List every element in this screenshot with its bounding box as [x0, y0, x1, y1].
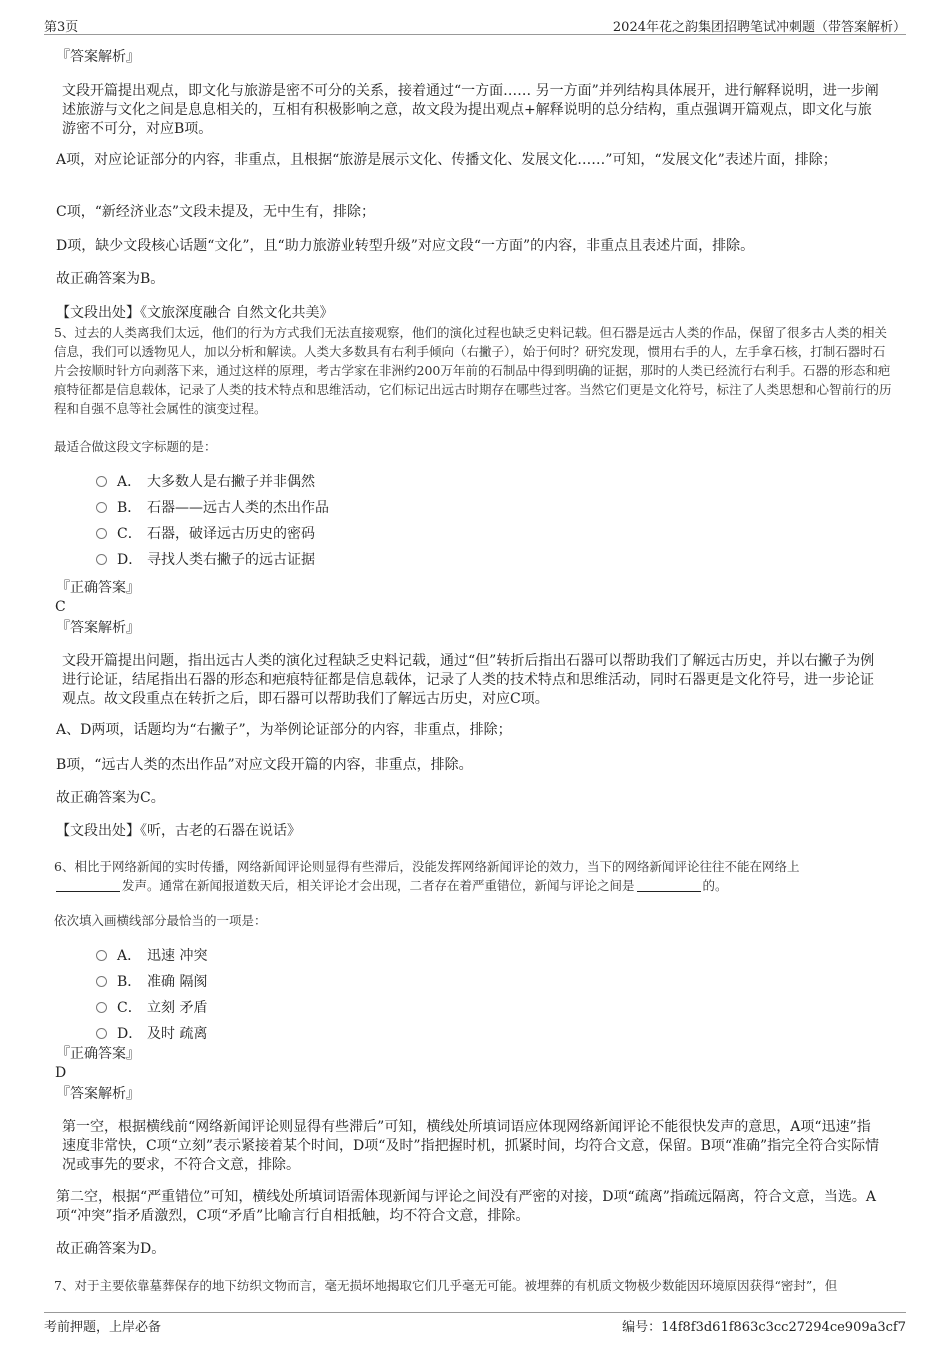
q6-answer: D: [55, 1065, 67, 1081]
q5-option-d[interactable]: D． 寻找人类右撇子的远古证据: [96, 551, 315, 571]
q7-stem: 7、对于主要依靠墓葬保存的地下纺织文物而言，毫无损坏地揭取它们几乎毫无可能。被埋葬的有机质文物极少数能因环境原因获得“密封”，但: [54, 1278, 838, 1293]
fill-blank-1: [56, 879, 120, 892]
q4-analysis-para1: 文段开篇提出观点，即文化与旅游是密不可分的关系，接着通过“一方面…… 另一方面”并列结构具体展开，进行解释说明，进一步阐述旅游与文化之间是息息相关的，互相有积极影响之意，故文段为提出观点+解释说明的总分结构，重点强调开篇观点，即文化与旅游密不可分，对应B项。: [62, 83, 879, 137]
fill-blank-2: [637, 879, 701, 892]
q6-option-d[interactable]: D． 及时 疏离: [96, 1025, 207, 1045]
q5-option-c[interactable]: C． 石器，破译远古历史的密码: [96, 525, 315, 545]
q6-option-c[interactable]: C． 立刻 矛盾: [96, 999, 207, 1019]
q5-analysis-para2: A、D两项，话题均为“右撇子”，为举例论证部分的内容，非重点，排除；: [56, 722, 512, 738]
radio-button-icon[interactable]: [96, 528, 107, 539]
q6-question: 依次填入画横线部分最恰当的一项是：: [54, 913, 267, 928]
page-footer: [44, 1312, 906, 1333]
q4-analysis-conclusion: 故正确答案为B。: [56, 271, 165, 287]
q5-stem: 5、过去的人类离我们太远，他们的行为方式我们无法直接观察，他们的演化过程也缺乏史料记载。但石器是远古人类的作品，保留了很多古人类的相关信息，我们可以透物见人，加以分析和解读。人类大多数具有右利手倾向（右撇子），始于何时？研究发现，惯用右手的人，左手拿石核，打制石器时石片会按顺时针方向剥落下来，通过这样的原理，考古学家在非洲约200万年前的石制品中得到明确的证据，那时的人类已经流行右利手。石器的形态和疤痕特征都是信息载体，记录了人类的技术特点和思维活动，它们标记出远古时期存在哪些过客。当然它们更是文化符号，标注了人类思想和心智前行的历程和自强不息等社会属性的演变过程。: [54, 325, 892, 416]
q5-option-a[interactable]: A． 大多数人是右撇子并非偶然: [96, 473, 315, 493]
q5-answer-label: 『正确答案』: [56, 580, 140, 596]
q5-analysis-para3: B项，“远古人类的杰出作品”对应文段开篇的内容，非重点，排除。: [56, 757, 473, 773]
document-code: 编号：14f8f3d61f863c3cc27294ce909a3cf7: [622, 1320, 906, 1335]
radio-button-icon[interactable]: [96, 976, 107, 987]
q4-analysis-para4: D项，缺少文段核心话题“文化”，且“助力旅游业转型升级”对应文段“一方面”的内容，非重点且表述片面，排除。: [56, 238, 755, 254]
q5-answer: C: [55, 599, 66, 615]
footer-slogan: 考前押题，上岸必备: [44, 1320, 162, 1335]
q6-analysis-para1: 第一空，根据横线前“网络新闻评论则显得有些滞后”可知，横线处所填词语应体现网络新闻评论不能很快发声的意思，A项“迅速”指速度非常快，C项“立刻”表示紧接着某个时间，D项“及时”指把握时机，抓紧时间，均符合文意，保留。B项“准确”指完全符合实际情况或事先的要求，不符合文意，排除。: [62, 1119, 880, 1173]
q5-analysis-conclusion: 故正确答案为C。: [56, 790, 165, 806]
radio-button-icon[interactable]: [96, 502, 107, 513]
document-title: 2024年花之韵集团招聘笔试冲刺题（带答案解析）: [612, 20, 906, 35]
radio-button-icon[interactable]: [96, 476, 107, 487]
q5-analysis-label: 『答案解析』: [56, 620, 140, 636]
q5-question: 最适合做这段文字标题的是：: [54, 439, 217, 454]
radio-button-icon[interactable]: [96, 1002, 107, 1013]
q4-analysis-para2: A项，对应论证部分的内容，非重点，且根据“旅游是展示文化、传播文化、发展文化……”可知，“发展文化”表述片面，排除；: [56, 152, 837, 168]
page-number: 第3页: [44, 20, 79, 35]
radio-button-icon[interactable]: [96, 1028, 107, 1039]
q6-option-b[interactable]: B． 准确 隔阂: [96, 973, 207, 993]
q4-analysis-para3: C项，“新经济业态”文段未提及，无中生有，排除；: [56, 204, 376, 220]
q4-source: 【文段出处】《文旅深度融合 自然文化共美》: [56, 305, 334, 321]
q6-answer-label: 『正确答案』: [56, 1046, 140, 1062]
q6-analysis-para2: 第二空，根据“严重错位”可知，横线处所填词语需体现新闻与评论之间没有严密的对接，D项“疏离”指疏远隔离，符合文意，当选。A项“冲突”指矛盾激烈，C项“矛盾”比喻言行自相抵触，均不符合文意，排除。: [56, 1189, 876, 1224]
q5-option-b[interactable]: B． 石器——远古人类的杰出作品: [96, 499, 329, 519]
q6-analysis-conclusion: 故正确答案为D。: [56, 1241, 166, 1257]
page-header: [44, 14, 906, 35]
q5-analysis-para1: 文段开篇提出问题，指出远古人类的演化过程缺乏史料记载，通过“但”转折后指出石器可以帮助我们了解远古历史，并以右撇子为例进行论证，结尾指出石器的形态和疤痕特征都是信息载体，记录了人类的技术特点和思维活动，同时石器更是文化符号，进一步论证观点。故文段重点在转折之后，即石器可以帮助我们了解远古历史，对应C项。: [62, 653, 875, 707]
q6-stem: 6、相比于网络新闻的实时传播，网络新闻评论则显得有些滞后，没能发挥网络新闻评论的效力，当下的网络新闻评论往往不能在网络上 发声。通常在新闻报道数天后，相关评论才会出现，二者存在着严重错位，新闻与评论之间是 的。: [54, 859, 800, 893]
q5-source: 【文段出处】《听，古老的石器在说话》: [56, 823, 301, 839]
q6-option-a[interactable]: A． 迅速 冲突: [96, 947, 207, 967]
q4-analysis-label: 『答案解析』: [56, 49, 140, 65]
radio-button-icon[interactable]: [96, 554, 107, 565]
radio-button-icon[interactable]: [96, 950, 107, 961]
q6-analysis-label: 『答案解析』: [56, 1086, 140, 1102]
